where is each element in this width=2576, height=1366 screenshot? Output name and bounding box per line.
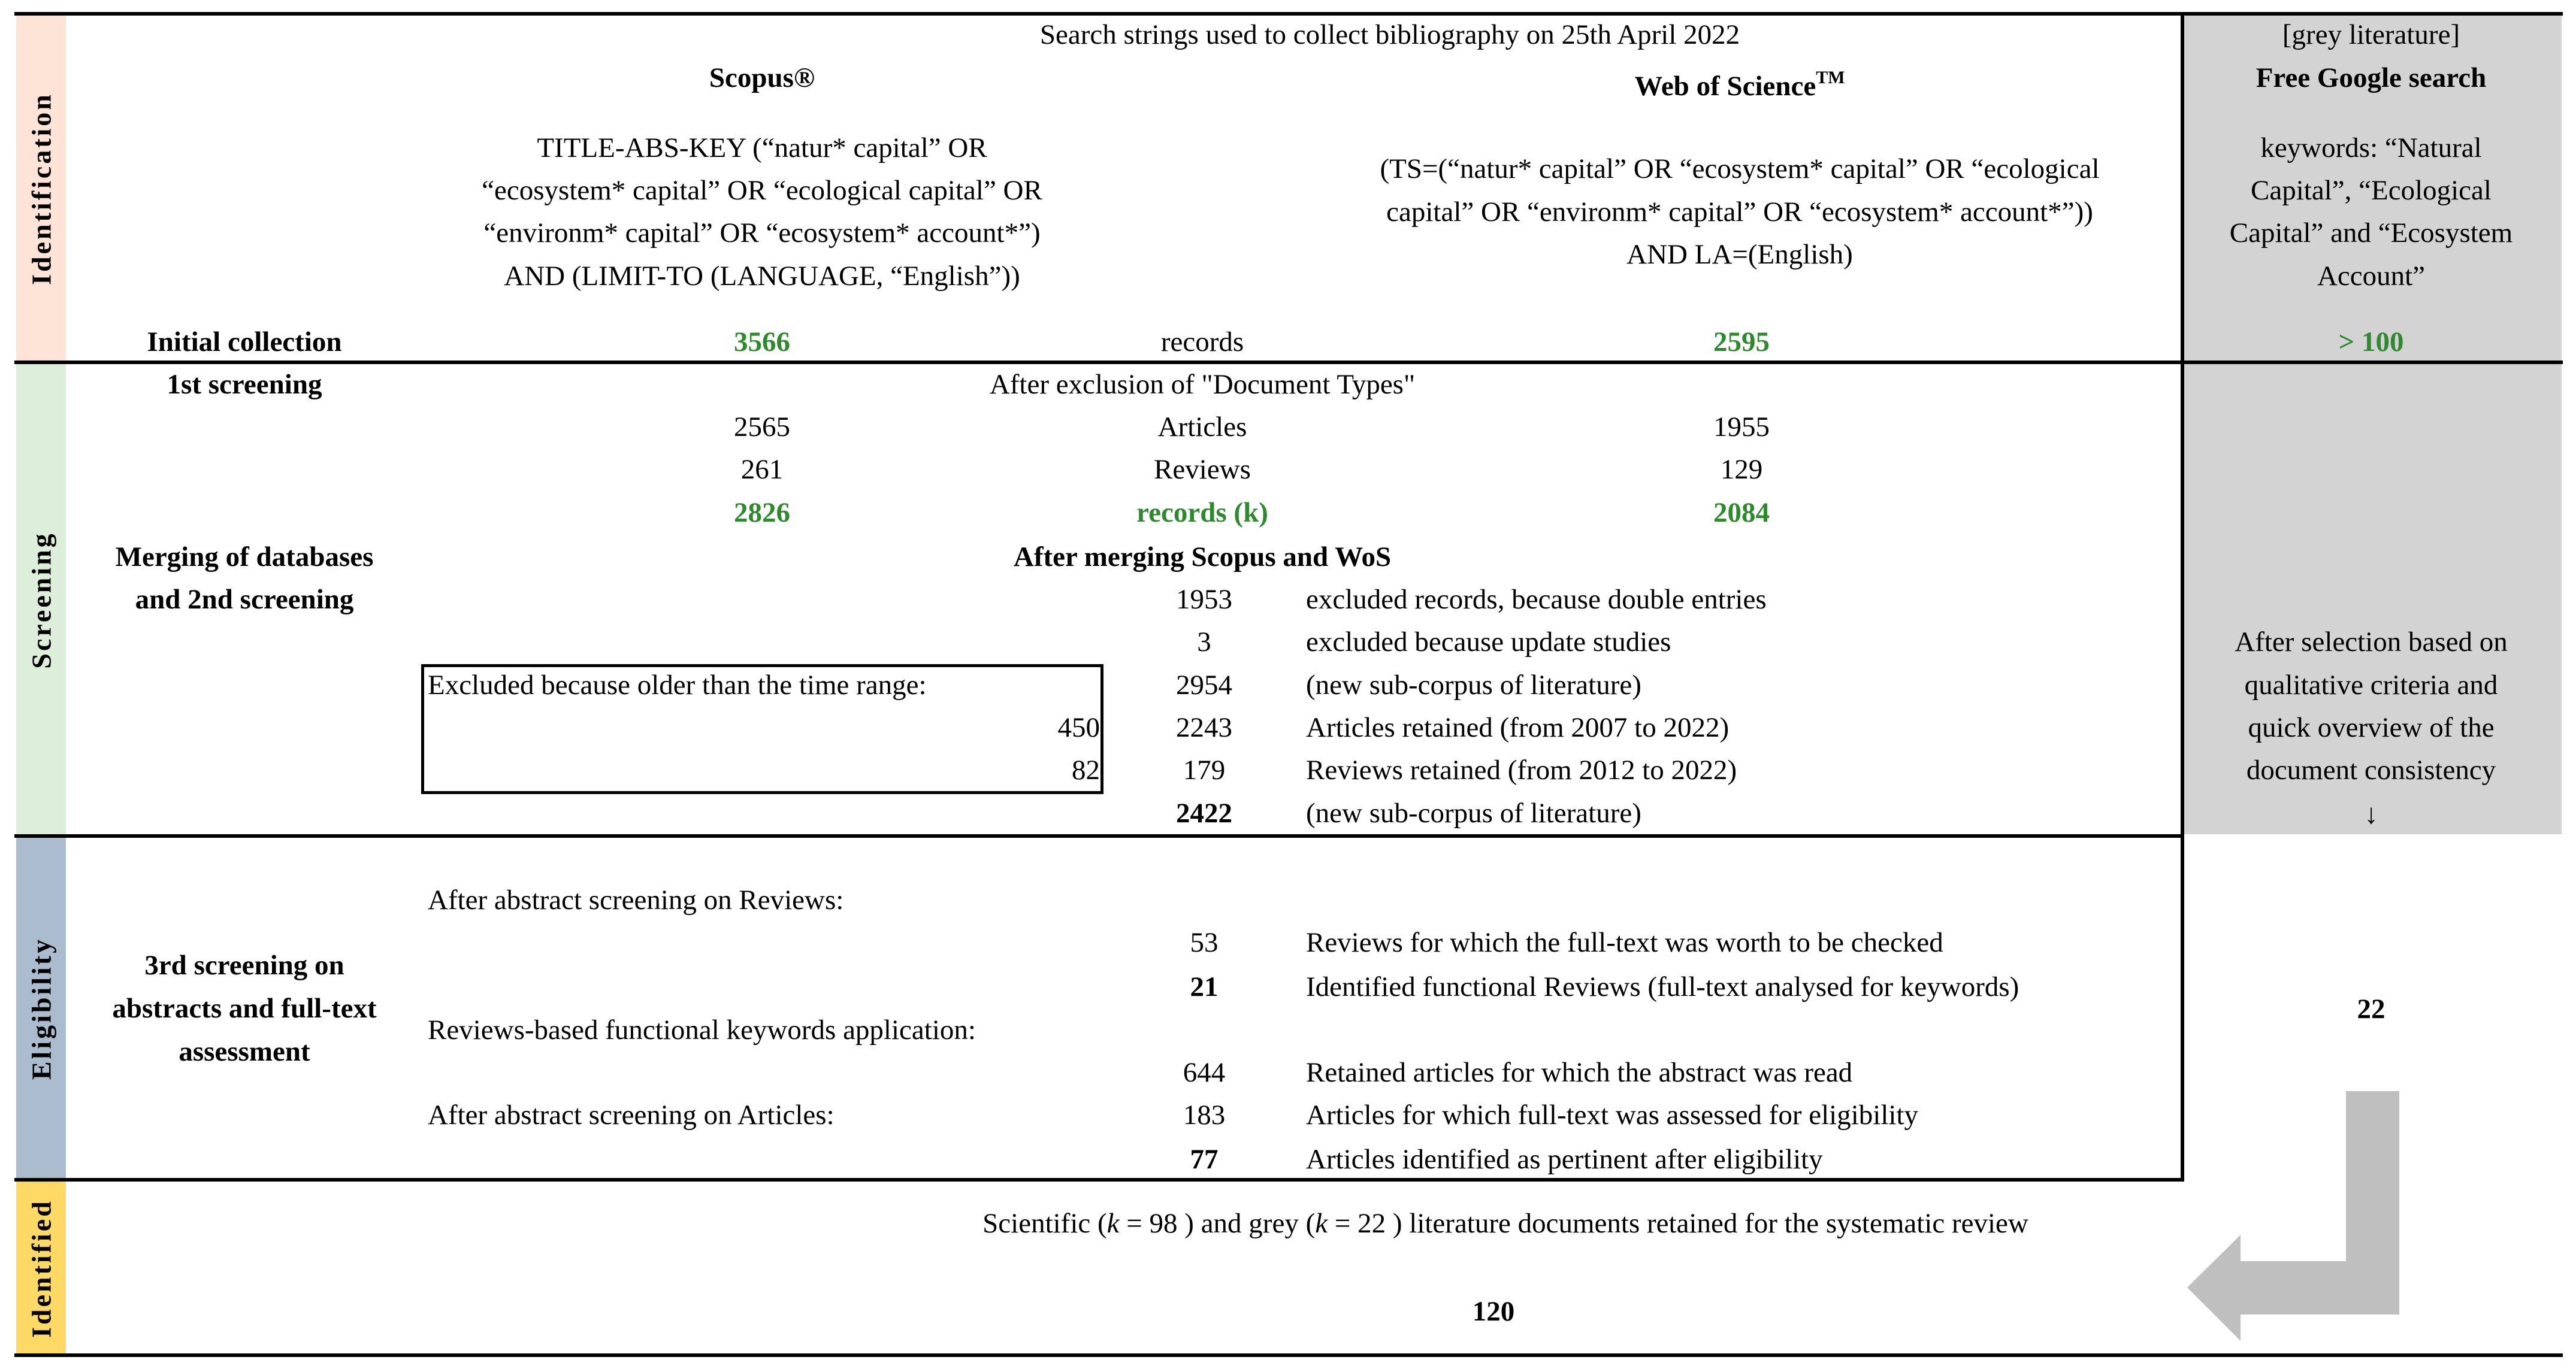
eligibility-count: 53 bbox=[1190, 927, 1219, 958]
eligibility-desc: Retained articles for which the abstract was read bbox=[1306, 1057, 1853, 1088]
eligibility-count: 77 bbox=[1190, 1144, 1219, 1175]
merge-count: 179 bbox=[1183, 755, 1226, 786]
scopus-articles-count: 2565 bbox=[734, 411, 790, 443]
merge-count: 1953 bbox=[1176, 584, 1232, 615]
excluded-reviews-count: 82 bbox=[1072, 755, 1100, 786]
wos-query-line: (TS=(“natur* capital” OR “ecosystem* capital” OR “ecological bbox=[1380, 153, 2100, 184]
excluded-box-title: Excluded because older than the time range: bbox=[428, 670, 927, 701]
eligibility-note: After abstract screening on Articles: bbox=[428, 1100, 835, 1131]
scopus-query-line: “ecosystem* capital” OR “ecological capital” OR bbox=[482, 175, 1042, 206]
merge-count: 2954 bbox=[1176, 670, 1232, 701]
records-label: records bbox=[1160, 326, 1244, 358]
merge-desc: Reviews retained (from 2012 to 2022) bbox=[1306, 755, 1737, 786]
merge-count: 2243 bbox=[1176, 712, 1232, 743]
summary-part: = 22 ) literature documents retained for the systematic review bbox=[1328, 1208, 2028, 1239]
eligibility-desc: Articles for which full-text was assessed for eligibility bbox=[1306, 1100, 1918, 1131]
google-search-title: Free Google search bbox=[2255, 62, 2487, 93]
merge-desc: Articles retained (from 2007 to 2022) bbox=[1306, 712, 1730, 743]
down-arrow-icon: ↓ bbox=[2364, 799, 2378, 830]
scopus-query-line: AND (LIMIT-TO (LANGUAGE, “English”)) bbox=[504, 261, 1020, 292]
first-screening-label: 1st screening bbox=[167, 369, 322, 400]
grey-keywords-line: Capital”, “Ecological bbox=[2251, 175, 2492, 206]
identified-total: 120 bbox=[1472, 1296, 1515, 1327]
wos-records-count: 2084 bbox=[1713, 497, 1770, 528]
scopus-query-line: “environm* capital” OR “ecosystem* account*”) bbox=[483, 217, 1041, 249]
merging-label-line: Merging of databases bbox=[115, 541, 374, 573]
identification-phase-label: Identification bbox=[26, 92, 56, 285]
scopus-title: Scopus® bbox=[709, 62, 815, 93]
grey-selection-note-line: document consistency bbox=[2246, 755, 2496, 786]
excluded-articles-count: 450 bbox=[1057, 712, 1100, 743]
wos-reviews-count: 129 bbox=[1720, 454, 1763, 485]
eligibility-phase-label: Eligibility bbox=[26, 937, 56, 1080]
merging-label-line: and 2nd screening bbox=[135, 584, 354, 615]
eligibility-label-line: 3rd screening on bbox=[144, 950, 344, 981]
identified-phase-label: Identified bbox=[26, 1198, 56, 1338]
eligibility-count: 644 bbox=[1183, 1057, 1226, 1088]
eligibility-desc: Identified functional Reviews (full-text analysed for keywords) bbox=[1306, 971, 2019, 1002]
grey-selection-note-line: After selection based on bbox=[2235, 626, 2508, 658]
grey-keywords-line: Account” bbox=[2317, 261, 2426, 292]
wos-articles-count: 1955 bbox=[1713, 411, 1770, 443]
eligibility-count: 21 bbox=[1190, 971, 1219, 1002]
summary-part: Scientific ( bbox=[982, 1208, 1107, 1239]
merge-desc: excluded because update studies bbox=[1306, 626, 1671, 658]
eligibility-note: After abstract screening on Reviews: bbox=[428, 885, 844, 916]
merge-header: After merging Scopus and WoS bbox=[1013, 541, 1392, 573]
wos-tm: TM bbox=[1816, 68, 1845, 87]
eligibility-count: 183 bbox=[1183, 1100, 1226, 1131]
bent-arrow-shape bbox=[2187, 1091, 2399, 1341]
records-k-label: records (k) bbox=[1136, 497, 1268, 528]
eligibility-desc: Reviews for which the full-text was worth to be checked bbox=[1306, 927, 1943, 958]
scopus-reviews-count: 261 bbox=[740, 454, 784, 485]
wos-query-line: capital” OR “environm* capital” OR “ecosystem* account*”)) bbox=[1386, 196, 2093, 228]
merge-count-total: 2422 bbox=[1176, 798, 1232, 829]
scopus-query-line: TITLE-ABS-KEY (“natur* capital” OR bbox=[537, 132, 987, 163]
wos-query-line: AND LA=(English) bbox=[1626, 239, 1853, 270]
scopus-records-count: 2826 bbox=[734, 497, 790, 528]
doc-types-header: After exclusion of "Document Types" bbox=[989, 369, 1416, 400]
wos-initial-count: 2595 bbox=[1713, 326, 1770, 358]
merge-desc: excluded records, because double entries bbox=[1306, 584, 1767, 615]
grey-keywords-line: keywords: “Natural bbox=[2260, 132, 2482, 163]
grey-literature-tag: [grey literature] bbox=[2282, 19, 2460, 50]
initial-collection-label: Initial collection bbox=[147, 326, 342, 358]
eligibility-label-line: abstracts and full-text bbox=[112, 993, 377, 1024]
eligibility-label-line: assessment bbox=[179, 1036, 310, 1067]
grey-keywords-line: Capital” and “Ecosystem bbox=[2229, 217, 2513, 249]
search-strings-header: Search strings used to collect bibliography on 25th April 2022 bbox=[1039, 19, 1740, 50]
grey-retained-count: 22 bbox=[2357, 994, 2385, 1025]
scopus-initial-count: 3566 bbox=[734, 326, 790, 358]
eligibility-desc: Articles identified as pertinent after eligibility bbox=[1306, 1144, 1823, 1175]
reviews-label: Reviews bbox=[1154, 454, 1251, 485]
summary-part: = 98 ) and grey ( bbox=[1119, 1208, 1316, 1239]
grey-initial-count: > 100 bbox=[2338, 326, 2404, 358]
wos-title-text: Web of Science bbox=[1634, 71, 1816, 102]
eligibility-note: Reviews-based functional keywords application: bbox=[428, 1014, 976, 1046]
articles-label: Articles bbox=[1157, 411, 1247, 443]
merge-count: 3 bbox=[1197, 626, 1211, 658]
merge-desc: (new sub-corpus of literature) bbox=[1306, 670, 1641, 701]
summary-k-italic: k bbox=[1315, 1208, 1328, 1239]
screening-phase-label: Screening bbox=[26, 531, 56, 669]
merge-desc: (new sub-corpus of literature) bbox=[1306, 798, 1641, 829]
summary-k-italic: k bbox=[1106, 1208, 1120, 1239]
grey-selection-note-line: qualitative criteria and bbox=[2244, 670, 2498, 701]
grey-selection-note-line: quick overview of the bbox=[2248, 712, 2495, 743]
